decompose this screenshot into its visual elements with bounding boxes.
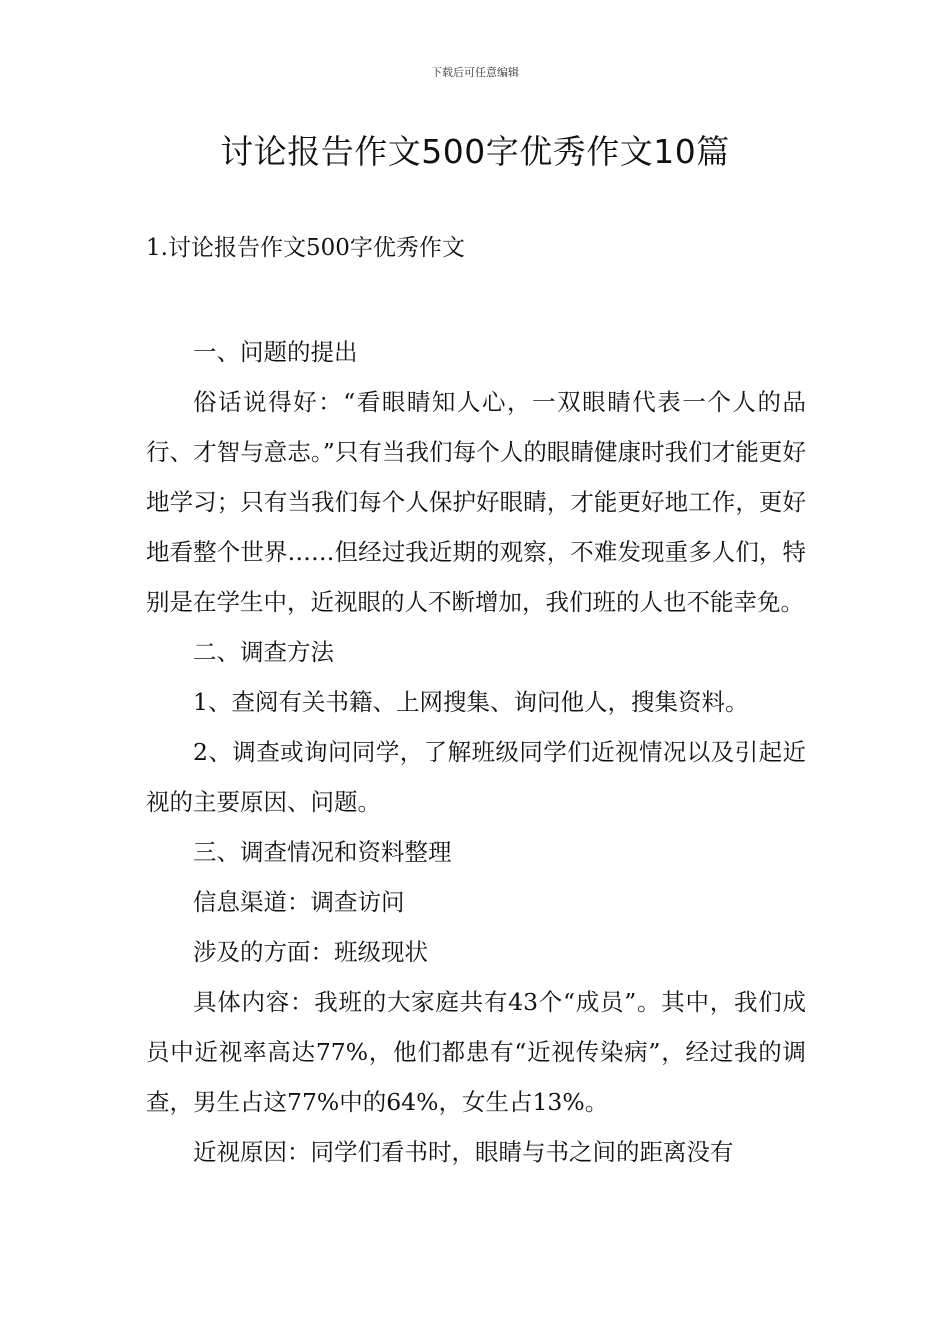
section-heading: 1.讨论报告作文500字优秀作文 (146, 235, 465, 261)
paragraph-scope: 涉及的方面：班级现状 (193, 938, 428, 966)
paragraph-details: 具体内容：我班的大家庭共有43个“成员”。其中，我们成员中近视率高达77%，他们都患有“近视传染病”，经过我的调查，男生占这77%中的64%，女生占13%。 (146, 988, 806, 1116)
paragraph-info-channel: 信息渠道：调查访问 (193, 888, 405, 916)
document-title: 讨论报告作文500字优秀作文10篇 (220, 132, 730, 171)
paragraph-method-heading: 二、调查方法 (193, 638, 334, 666)
paragraph-causes: 近视原因：同学们看书时，眼睛与书之间的距离没有 (193, 1138, 734, 1166)
paragraph-method-2: 2、调查或询问同学，了解班级同学们近视情况以及引起近视的主要原因、问题。 (146, 738, 806, 816)
document-body (146, 327, 806, 1177)
paragraph-problem-heading: 一、问题的提出 (193, 338, 358, 366)
header-note: 下载后可任意编辑 (431, 66, 519, 79)
paragraph-intro: 俗话说得好：“看眼睛知人心，一双眼睛代表一个人的品行、才智与意志。”只有当我们每个人的眼睛健康时我们才能更好地学习；只有当我们每个人保护好眼睛，才能更好地工作，更好地看整个世界……但经过我近期的观察，不难发现重多人们，特别是在学生中，近视眼的人不断增加，我们班的人也不能幸免。 (146, 388, 806, 616)
paragraph-method-1: 1、查阅有关书籍、上网搜集、询问他人，搜集资料。 (193, 688, 749, 716)
paragraph-findings-heading: 三、调查情况和资料整理 (193, 838, 452, 866)
